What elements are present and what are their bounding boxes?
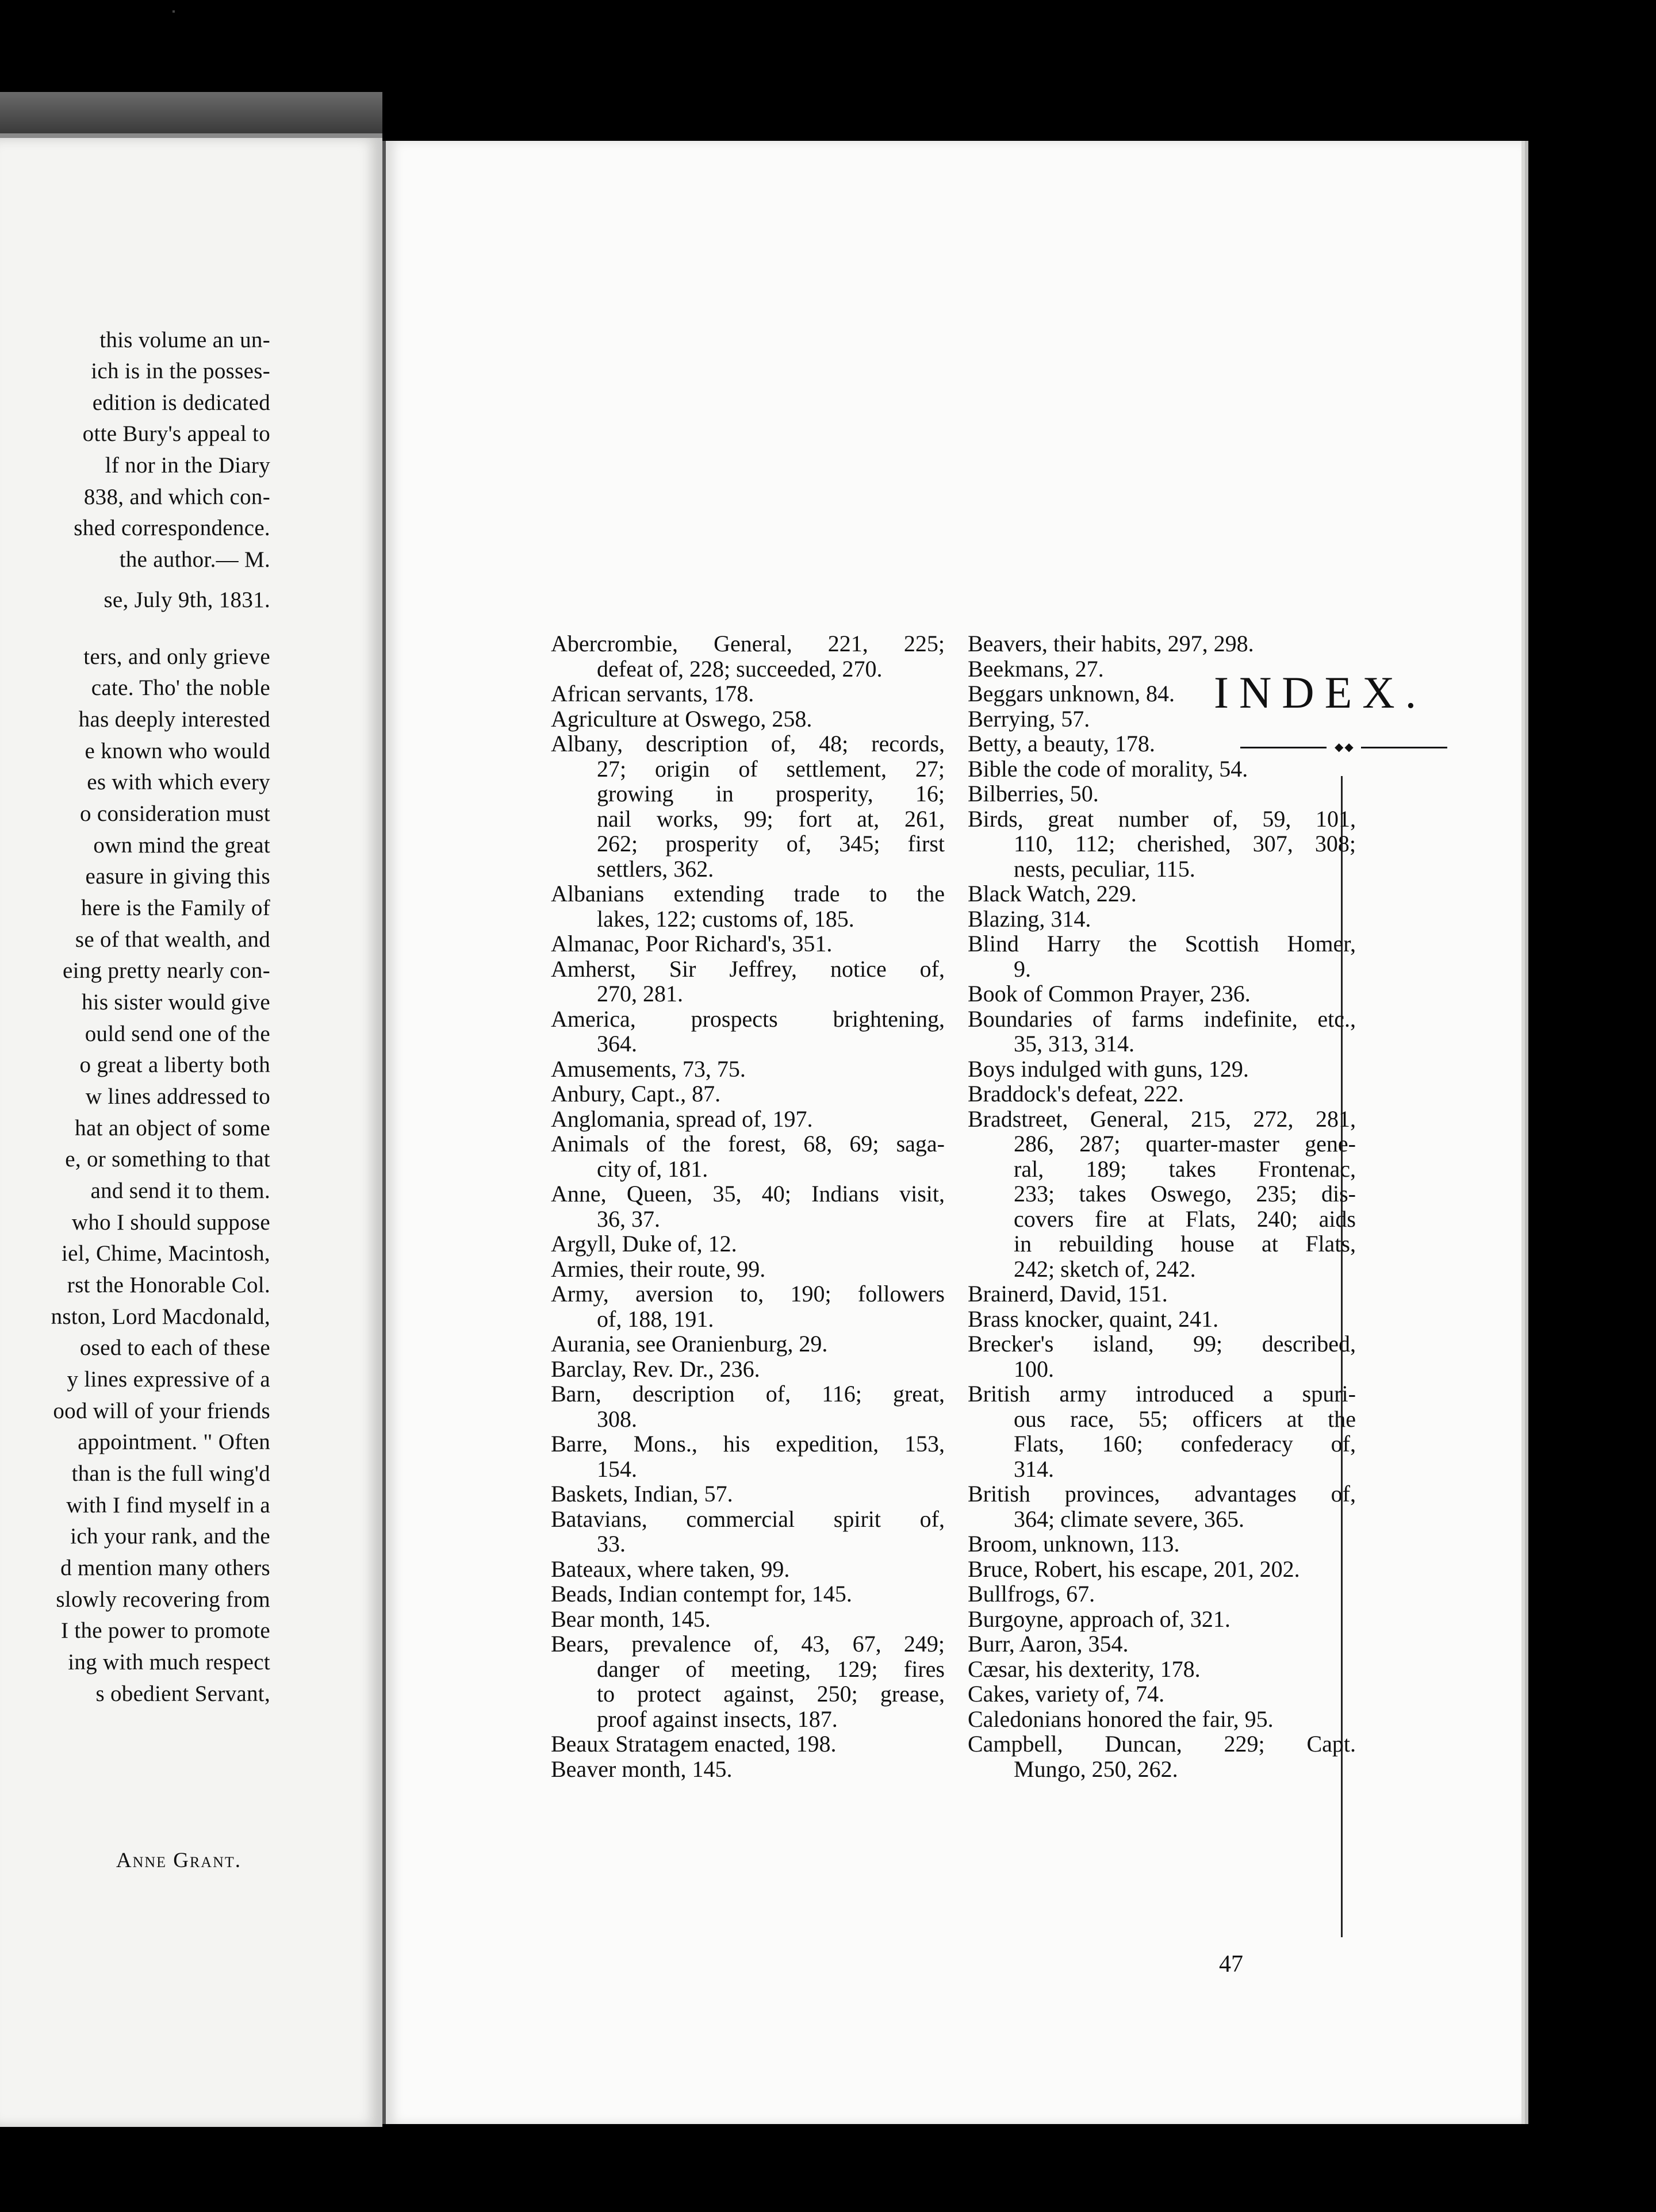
index-entry: Anglomania, spread of, 197.	[551, 1105, 813, 1132]
index-entry: Aurania, see Oranienburg, 29.	[551, 1331, 828, 1357]
index-entry: Argyll, Duke of, 12.	[551, 1231, 737, 1257]
index-column-right	[968, 631, 1356, 1781]
letter-text-line: e, or something to that	[65, 1147, 270, 1172]
letter-text-line: ich your rank, and the	[70, 1524, 270, 1549]
index-entry: Blind Harry the Scottish Homer,	[968, 931, 1356, 957]
index-entry: Braddock's defeat, 222.	[968, 1081, 1184, 1107]
index-entry-continuation: lakes, 122; customs of, 185.	[597, 905, 854, 932]
index-entry: Bullfrogs, 67.	[968, 1581, 1095, 1607]
index-entry-continuation: 364; climate severe, 365.	[1014, 1506, 1244, 1532]
index-entry-continuation: city of, 181.	[597, 1155, 708, 1182]
letter-text-line: hat an object of some	[75, 1116, 270, 1140]
index-entry-continuation: 110, 112; cherished, 307, 308;	[1014, 831, 1356, 857]
index-entry-continuation: 9.	[1014, 955, 1031, 982]
index-entry-continuation: Flats, 160; confederacy of,	[1014, 1431, 1356, 1457]
index-entry: Bible the code of morality, 54.	[968, 755, 1248, 782]
index-entry-continuation: 308.	[597, 1405, 637, 1432]
letter-text-line: edition is dedicated	[92, 390, 270, 415]
index-entry-continuation: to protect against, 250; grease,	[597, 1681, 945, 1707]
index-entry-continuation: 33.	[597, 1531, 626, 1557]
letter-text-line: d mention many others	[60, 1556, 270, 1580]
index-entry: Batavians, commercial spirit of,	[551, 1506, 945, 1532]
index-column-left	[551, 631, 945, 1781]
index-entry: British army introduced a spuri-	[968, 1381, 1356, 1407]
letter-text-line: s obedient Servant,	[95, 1681, 270, 1706]
index-entry-continuation: of, 188, 191.	[597, 1305, 714, 1332]
index-entry: Anbury, Capt., 87.	[551, 1081, 721, 1107]
index-entry-continuation: 36, 37.	[597, 1205, 660, 1232]
index-entry: America, prospects brightening,	[551, 1005, 945, 1032]
page-title: INDEX.	[1214, 667, 1427, 717]
letter-text-line: nston, Lord Macdonald,	[51, 1304, 270, 1329]
index-entry: Beavers, their habits, 297, 298.	[968, 631, 1254, 656]
index-entry-continuation: proof against insects, 187.	[597, 1706, 838, 1732]
index-entry: Amusements, 73, 75.	[551, 1055, 746, 1082]
index-entry: Beads, Indian contempt for, 145.	[551, 1581, 852, 1607]
letter-text-line: osed to each of these	[79, 1335, 270, 1360]
index-entry: Albanians extending trade to the	[551, 881, 945, 907]
index-entry-continuation: 314.	[1014, 1456, 1054, 1482]
index-entry: Baskets, Indian, 57.	[551, 1481, 733, 1507]
index-entry: Brecker's island, 99; described,	[968, 1331, 1356, 1357]
index-entry-continuation: ral, 189; takes Frontenac,	[1014, 1155, 1356, 1182]
book-edge	[0, 92, 382, 133]
index-entry: Boys indulged with guns, 129.	[968, 1055, 1249, 1082]
index-entry-continuation: 270, 281.	[597, 981, 683, 1007]
index-entry-continuation: 242; sketch of, 242.	[1014, 1255, 1196, 1282]
letter-text-line: 838, and which con-	[83, 485, 270, 509]
letter-text-line: ood will of your friends	[53, 1399, 270, 1423]
index-entry: British provinces, advantages of,	[968, 1481, 1356, 1507]
letter-text-line: slowly recovering from	[56, 1587, 270, 1612]
letter-text-line: rst the Honorable Col.	[67, 1273, 270, 1297]
letter-text-line: e known who would	[85, 739, 270, 763]
index-entry: Abercrombie, General, 221, 225;	[551, 631, 945, 656]
letter-text-line: o consideration must	[80, 801, 270, 826]
index-entry-continuation: 35, 313, 314.	[1014, 1031, 1134, 1057]
index-entry-continuation: growing in prosperity, 16;	[597, 781, 945, 807]
letter-text-line: than is the full wing'd	[71, 1461, 270, 1486]
index-entry: Burgoyne, approach of, 321.	[968, 1606, 1230, 1632]
letter-text-line: ters, and only grieve	[83, 644, 270, 669]
index-entry: Barre, Mons., his expedition, 153,	[551, 1431, 945, 1457]
index-entry: Beekmans, 27.	[968, 655, 1104, 682]
index-entry: Beggars unknown, 84.	[968, 681, 1175, 706]
index-entry: African servants, 178.	[551, 681, 754, 706]
index-entry-continuation: 286, 287; quarter-master gene-	[1014, 1131, 1356, 1157]
index-entry: Berrying, 57.	[968, 705, 1090, 732]
index-entry: Beaux Stratagem enacted, 198.	[551, 1731, 837, 1757]
index-entry-continuation: 233; takes Oswego, 235; dis-	[1014, 1181, 1356, 1207]
letter-text-line: iel, Chime, Macintosh,	[62, 1241, 270, 1266]
index-entry: Almanac, Poor Richard's, 351.	[551, 931, 833, 957]
index-entry: Bilberries, 50.	[968, 781, 1099, 807]
index-entry: Boundaries of farms indefinite, etc.,	[968, 1005, 1356, 1032]
index-entry: Barclay, Rev. Dr., 236.	[551, 1355, 760, 1382]
letter-text-line: w lines addressed to	[85, 1084, 270, 1109]
letter-text-line: y lines expressive of a	[67, 1367, 270, 1392]
index-entry-continuation: covers fire at Flats, 240; aids	[1014, 1205, 1356, 1232]
letter-text-line: lf nor in the Diary	[105, 453, 270, 478]
letter-text-line: the author.— M.	[119, 547, 270, 572]
index-entry: Army, aversion to, 190; followers	[551, 1281, 945, 1307]
letter-text-line: se of that wealth, and	[75, 927, 270, 952]
index-entry: Betty, a beauty, 178.	[968, 731, 1155, 756]
index-entry: Black Watch, 229.	[968, 881, 1137, 907]
letter-text-line: appointment. " Often	[78, 1430, 270, 1454]
letter-text-line: otte Bury's appeal to	[82, 421, 270, 446]
letter-text-line: o great a liberty both	[79, 1053, 270, 1077]
index-entry: Bears, prevalence of, 43, 67, 249;	[551, 1631, 945, 1657]
index-entry-continuation: 364.	[597, 1031, 637, 1057]
index-entry: Albany, description of, 48; records,	[551, 731, 945, 756]
letter-text-line: his sister would give	[81, 990, 270, 1015]
index-entry-continuation: nests, peculiar, 115.	[1014, 855, 1195, 882]
letter-text-line: this volume an un-	[99, 328, 270, 352]
index-entry: Blazing, 314.	[968, 905, 1091, 932]
index-entry: Bradstreet, General, 215, 272, 281,	[968, 1105, 1356, 1132]
index-entry: Campbell, Duncan, 229; Capt.	[968, 1731, 1356, 1757]
index-entry: Bruce, Robert, his escape, 201, 202.	[968, 1556, 1300, 1582]
index-entry: Beaver month, 145.	[551, 1756, 733, 1782]
index-entry-continuation: 27; origin of settlement, 27;	[597, 755, 945, 782]
index-entry: Cæsar, his dexterity, 178.	[968, 1656, 1201, 1682]
signature: Anne Grant.	[116, 1849, 241, 1872]
index-entry: Bear month, 145.	[551, 1606, 711, 1632]
index-entry-continuation: 100.	[1014, 1355, 1054, 1382]
index-entry-continuation: danger of meeting, 129; fires	[597, 1656, 945, 1682]
letter-text-line: here is the Family of	[80, 896, 270, 920]
letter-text-line: shed correspondence.	[74, 516, 270, 540]
letter-text-line: easure in giving this	[85, 864, 270, 889]
scan-speck	[172, 10, 175, 13]
index-entry-continuation: ous race, 55; officers at the	[1014, 1405, 1356, 1432]
index-entry: Broom, unknown, 113.	[968, 1531, 1180, 1557]
index-entry-continuation: 262; prosperity of, 345; first	[597, 831, 945, 857]
letter-text-line: ich is in the posses-	[91, 359, 270, 383]
index-entry-continuation: settlers, 362.	[597, 855, 714, 882]
index-entry-continuation: Mungo, 250, 262.	[1014, 1756, 1178, 1782]
index-entry: Amherst, Sir Jeffrey, notice of,	[551, 955, 945, 982]
index-entry: Barn, description of, 116; great,	[551, 1381, 945, 1407]
index-entry-continuation: defeat of, 228; succeeded, 270.	[597, 655, 883, 682]
index-entry: Anne, Queen, 35, 40; Indians visit,	[551, 1181, 945, 1207]
letter-text-line: has deeply interested	[78, 707, 270, 732]
index-entry: Birds, great number of, 59, 101,	[968, 805, 1356, 832]
index-entry: Brainerd, David, 151.	[968, 1281, 1168, 1307]
index-entry-continuation: 154.	[597, 1456, 637, 1482]
index-entry: Book of Common Prayer, 236.	[968, 981, 1251, 1007]
letter-text-line: and send it to them.	[90, 1178, 270, 1203]
letter-text-line: who I should suppose	[71, 1210, 270, 1235]
index-entry: Caledonians honored the fair, 95.	[968, 1706, 1274, 1732]
index-entry: Cakes, variety of, 74.	[968, 1681, 1165, 1707]
letter-text-line: es with which every	[87, 770, 270, 794]
index-entry: Bateaux, where taken, 99.	[551, 1556, 790, 1582]
index-entry: Burr, Aaron, 354.	[968, 1631, 1129, 1657]
rule-right	[1361, 747, 1447, 748]
letter-text-line: own mind the great	[93, 833, 270, 858]
index-entry: Animals of the forest, 68, 69; saga-	[551, 1131, 945, 1157]
letter-text-line: ing with much respect	[68, 1650, 270, 1675]
page-number: 47	[1219, 1951, 1243, 1977]
diamond-ornament-icon: ◆◆	[1335, 741, 1355, 754]
letter-text-line: eing pretty nearly con-	[62, 958, 270, 983]
letter-text-line: ould send one of the	[85, 1021, 270, 1046]
letter-text-line: se, July 9th, 1831.	[103, 587, 270, 612]
letter-text-line: with I find myself in a	[66, 1493, 270, 1518]
index-entry: Armies, their route, 99.	[551, 1255, 766, 1282]
letter-text-line: I the power to promote	[61, 1618, 270, 1643]
index-entry: Brass knocker, quaint, 241.	[968, 1305, 1219, 1332]
index-entry-continuation: in rebuilding house at Flats,	[1014, 1231, 1356, 1257]
letter-text-line: cate. Tho' the noble	[91, 675, 270, 700]
index-entry-continuation: nail works, 99; fort at, 261,	[597, 805, 945, 832]
index-entry: Agriculture at Oswego, 258.	[551, 705, 812, 732]
left-page	[0, 132, 382, 2127]
